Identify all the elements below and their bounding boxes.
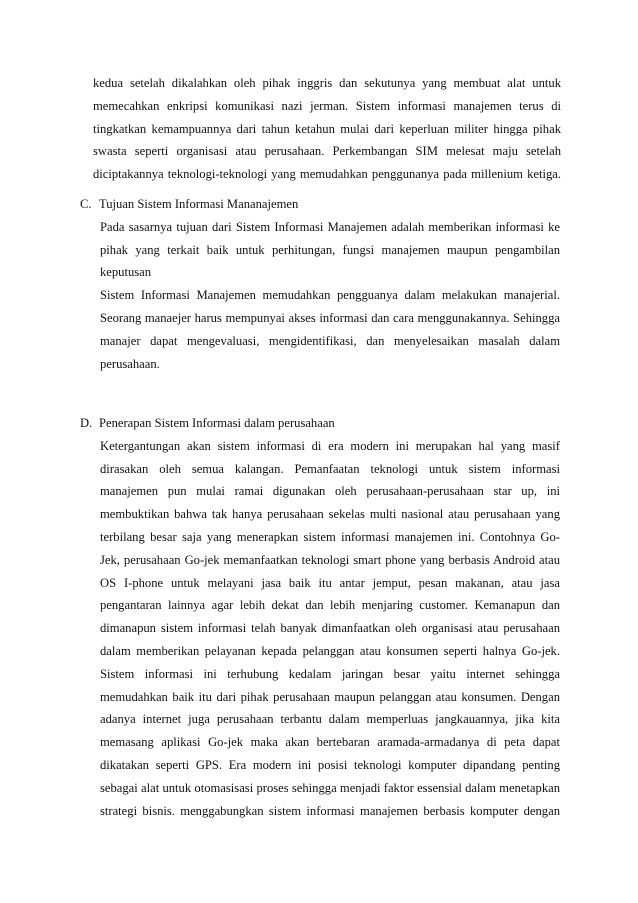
section-d-line: dirasakan oleh semua kalangan. Pemanfaatan teknologi untuk sistem informasi — [100, 461, 560, 476]
section-c-line: perusahaan. — [100, 356, 160, 371]
section-d-line: dikatakan seperti GPS. Era modern ini posisi teknologi komputer dipandang penting — [100, 757, 560, 772]
intro-line: memecahkan enkripsi komunikasi nazi jerman. Sistem informasi manajemen terus di — [93, 98, 561, 113]
intro-line: diciptakannya teknologi-teknologi yang memudahkan penggunanya pada millenium ketiga. — [93, 167, 561, 182]
section-c-letter: C. — [80, 197, 92, 211]
section-d — [0, 412, 638, 818]
section-d-line: Ketergantungan akan sistem informasi di era modern ini merupakan hal yang masif — [100, 438, 560, 453]
section-d-line: OS I-phone untuk melayani jasa baik itu antar jemput, pesan makanan, atau jasa — [100, 575, 560, 590]
intro-paragraph — [0, 72, 638, 186]
section-c-line: manajer dapat mengevaluasi, mengidentifikasi, dan menyelesaikan masalah dalam — [100, 333, 560, 348]
section-d-body — [0, 435, 638, 823]
section-d-line: dimanapun sistem informasi telah banyak dimanfaatkan oleh organisasi atau perusahaan — [100, 621, 560, 636]
section-d-letter: D. — [80, 416, 93, 430]
section-d-line: dalam memberikan pelayanan kepada pelanggan atau konsumen seperti halnya Go-jek. — [100, 643, 560, 658]
section-c-title: Tujuan Sistem Informasi Mananajemen — [99, 197, 299, 211]
section-c — [0, 193, 638, 371]
section-d-line: memasang aplikasi Go-jek maka akan bertebaran aramada-armadanya di peta dapat — [100, 735, 560, 750]
section-d-line: membuktikan bahwa tak hanya perusahaan sekelas multi nasional atau perusahaan yang — [100, 507, 560, 522]
section-d-line: memudahkan baik itu dari pihak perusahaan maupun pelanggan atau konsumen. Dengan — [100, 689, 560, 704]
section-c-line: pihak yang terkait baik untuk perhitungan, fungsi manajemen maupun pengambilan — [100, 242, 560, 257]
section-c-line: Seorang manaejer harus mempunyai akses informasi dan cara menggunakannya. Sehingga — [100, 310, 560, 325]
section-c-heading — [0, 193, 638, 216]
section-d-line: terbilang besar saja yang menerapkan sistem informasi manajemen ini. Contohnya Go- — [100, 529, 560, 544]
section-d-line: pengantaran lainnya agar lebih dekat dan lebih menjaring customer. Kemanapun dan — [100, 598, 560, 613]
intro-line: kedua setelah dikalahkan oleh pihak inggris dan sekutunya yang membuat alat untuk — [93, 76, 561, 90]
section-d-line: manajemen pun mulai ramai digunakan oleh perusahaan-perusahaan star up, ini — [100, 484, 560, 499]
intro-line: tingkatkan kemampuannya dari tahun ketahun mulai dari keperluan militer hingga pihak — [93, 121, 561, 136]
section-d-line: adanya internet juga perusahaan terbantu dalam memperluas jangkauannya, jika kita — [100, 712, 560, 727]
section-d-title: Penerapan Sistem Informasi dalam perusahaan — [99, 416, 335, 430]
section-d-line: sebagai alat untuk otomasisasi proses sehingga menjadi faktor essensial dalam menetapkan — [100, 780, 560, 795]
section-c-line: Pada sasarnya tujuan dari Sistem Informasi Manajemen adalah memberikan informasi ke — [100, 219, 560, 234]
section-d-line: Sistem informasi ini terhubung kedalam jaringan besar yaitu internet sehingga — [100, 666, 560, 681]
intro-line: swasta seperti organisasi atau perusahaan. Perkembangan SIM melesat maju setelah — [93, 144, 561, 159]
section-d-line: Jek, perusahaan Go-jek memanfaatkan teknologi smart phone yang berbasis Android atau — [100, 552, 560, 567]
section-c-line: keputusan — [100, 265, 152, 280]
section-c-body — [0, 216, 638, 376]
section-c-line: Sistem Informasi Manajemen memudahkan pengguanya dalam melakukan manajerial. — [100, 288, 560, 303]
section-d-line: strategi bisnis. menggabungkan sistem informasi manajemen berbasis komputer dengan — [100, 803, 560, 818]
section-d-heading — [0, 412, 638, 435]
